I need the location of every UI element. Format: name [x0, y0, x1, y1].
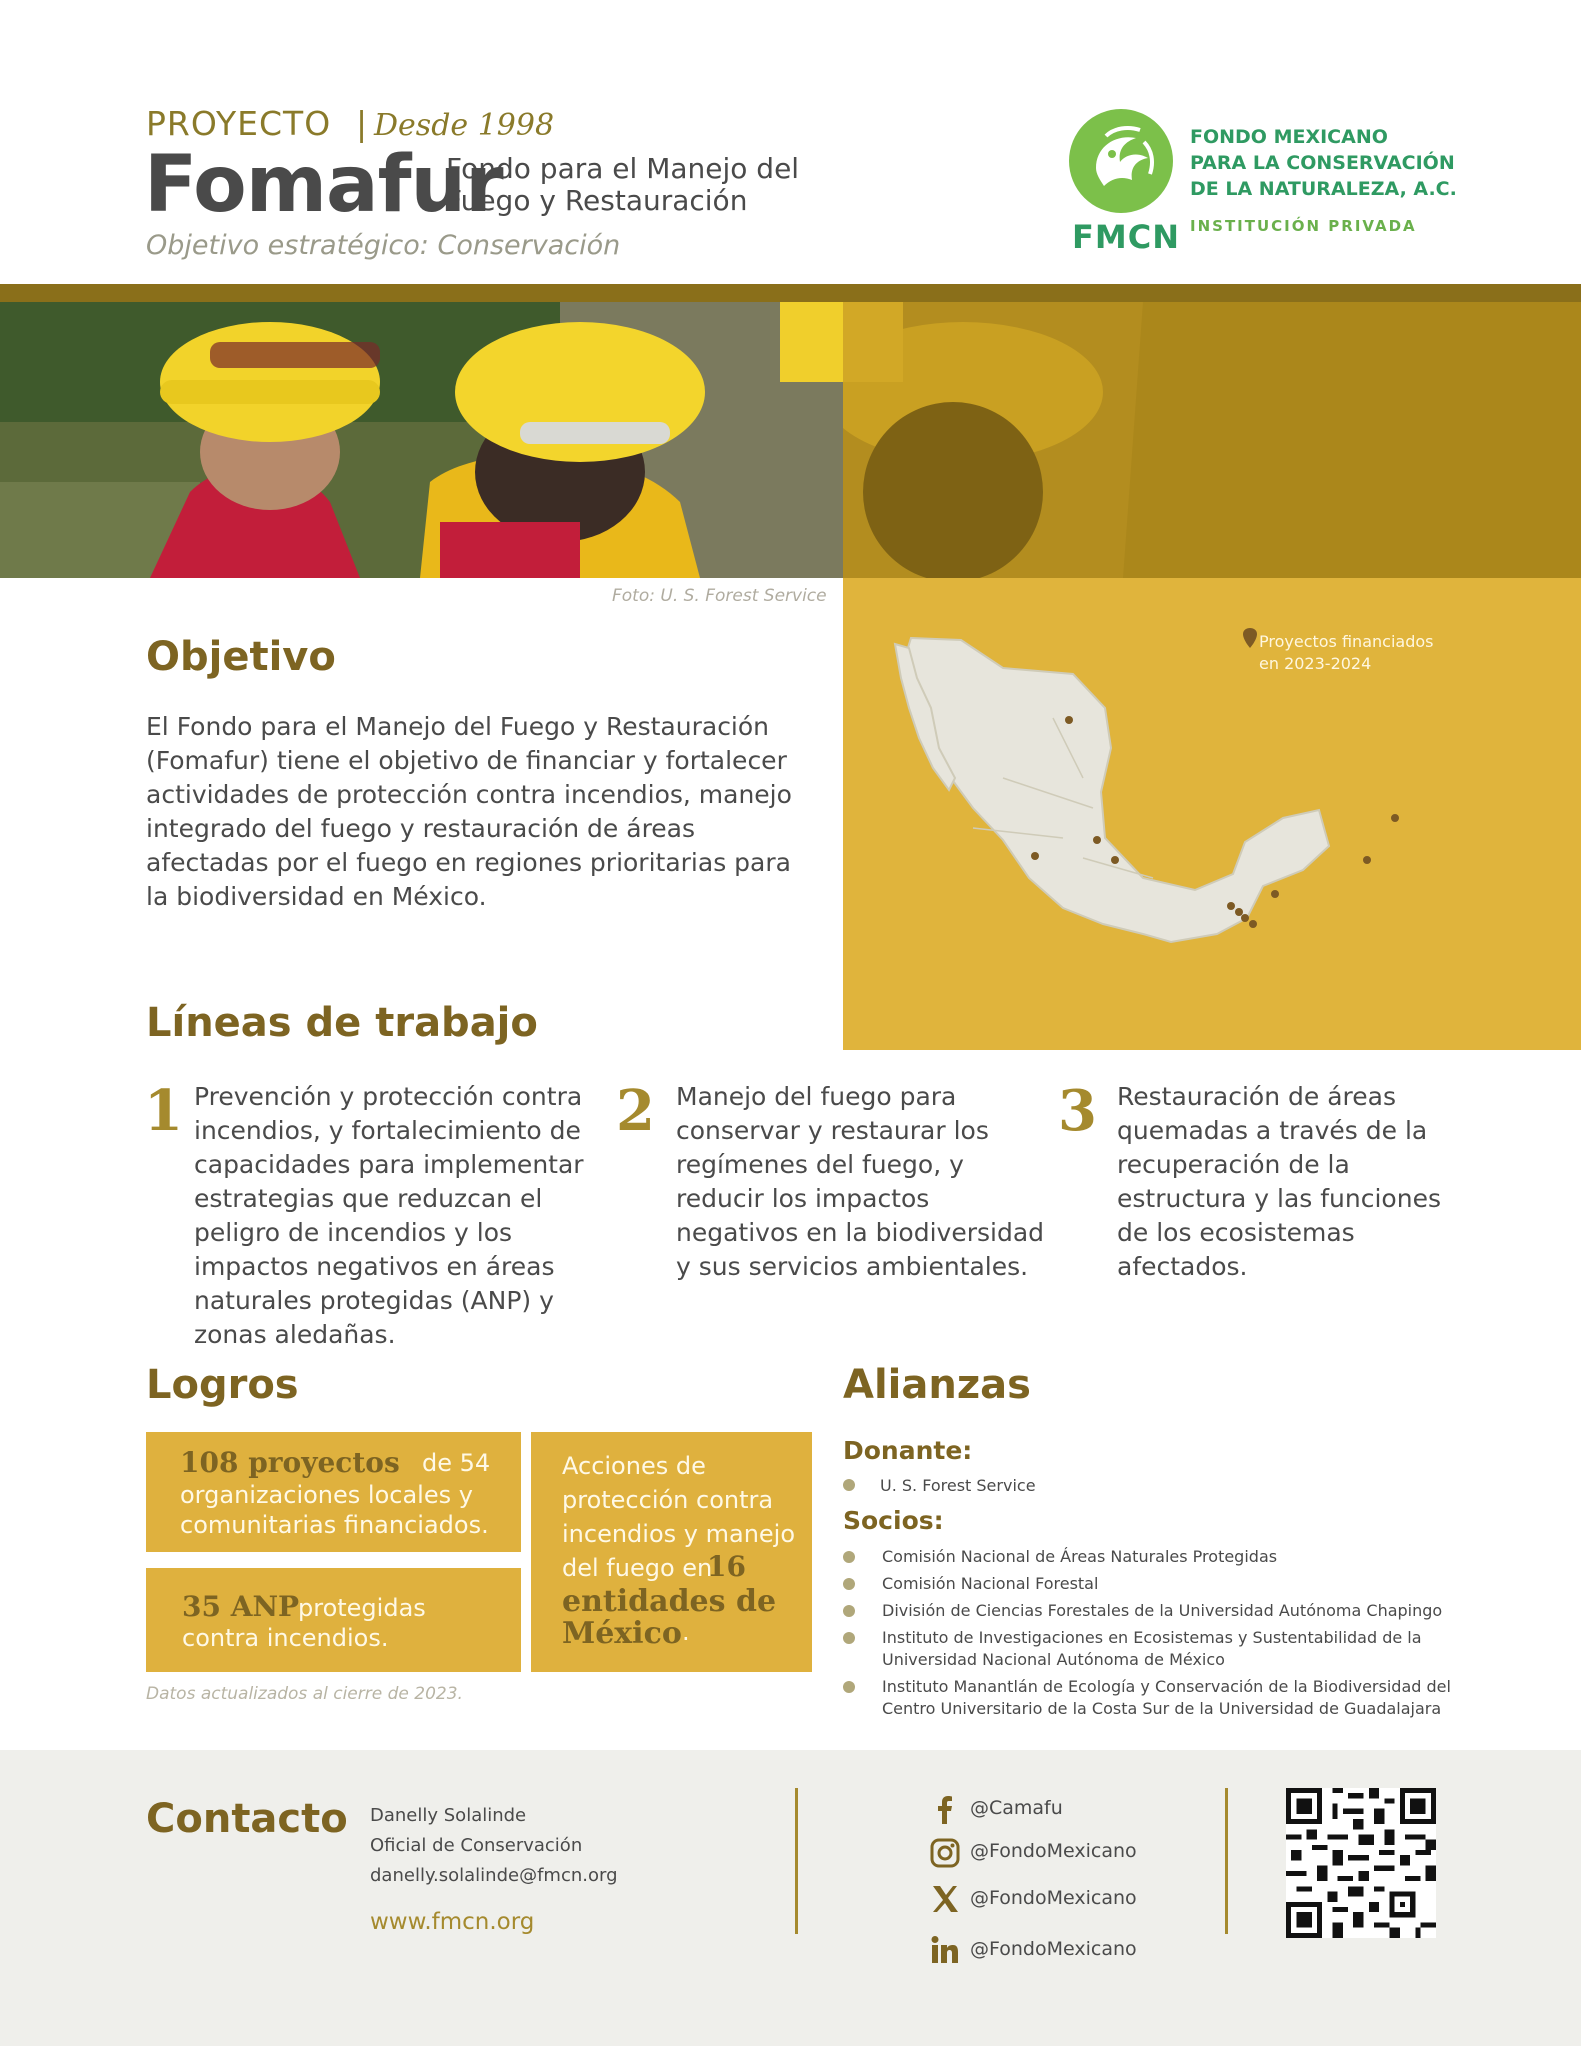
qr-code[interactable] [1286, 1788, 1436, 1938]
project-marker [1391, 814, 1399, 822]
logro-entidades-text-b: protección contra [562, 1486, 774, 1514]
mexico-mainland [903, 638, 1329, 942]
linea-text-1: Prevención y protección contra incendios, y fortalecimiento de capacidades para implementar estrategias que reduzcan el peligro de incendios y los impactos negativos en áreas naturales protegidas (ANP) y zonas aledañas. [194, 1082, 584, 1349]
logro-entidades-text-d: del fuego en [562, 1554, 713, 1582]
linea-text-3: Restauración de áreas quemadas a través de la recuperación de la estructura y las funciones de los ecosistemas afectados. [1117, 1082, 1441, 1281]
socio-item: Instituto Manantlán de Ecología y Conservación de la Biodiversidad del [882, 1677, 1451, 1696]
bullet-icon [843, 1578, 855, 1590]
project-marker [1111, 856, 1119, 864]
firefighters-photo [0, 302, 843, 578]
logros-note: Datos actualizados al cierre de 2023. [146, 1684, 463, 1704]
map-legend-line1: Proyectos financiados [1259, 632, 1434, 651]
linea-number-2: 2 [616, 1078, 655, 1144]
socios-title: Socios: [843, 1506, 944, 1535]
page-subtitle-line1: Fondo para el Manejo del [446, 152, 800, 185]
bullet-icon [843, 1681, 855, 1693]
bullet-icon [843, 1479, 855, 1491]
logro-proyectos-text-b: organizaciones locales y [180, 1481, 473, 1509]
socio-item-cont: Centro Universitario de la Costa Sur de la Universidad de Guadalajara [882, 1699, 1442, 1718]
linea-number-3: 3 [1058, 1078, 1097, 1144]
footer-divider [795, 1788, 798, 1934]
page-title: Fomafur [144, 140, 503, 230]
socio-item: Comisión Nacional Forestal [882, 1574, 1099, 1593]
socio-item: División de Ciencias Forestales de la Universidad Autónoma Chapingo [882, 1601, 1443, 1620]
x-handle[interactable]: @FondoMexicano [970, 1887, 1137, 1909]
logro-proyectos-text-c: comunitarias financiados. [180, 1511, 489, 1539]
logo-acronym: FMCN [1072, 218, 1180, 256]
logro-entidades-bold-a: entidades de [562, 1584, 777, 1619]
instagram-handle[interactable]: @FondoMexicano [970, 1840, 1137, 1862]
logros-title: Logros [146, 1362, 299, 1408]
header-proyecto: PROYECTO [146, 104, 332, 143]
linkedin-handle[interactable]: @FondoMexicano [970, 1938, 1137, 1960]
legend-marker-icon [1243, 628, 1257, 648]
header-desde: Desde 1998 [374, 108, 555, 143]
linkedin-icon[interactable] [930, 1935, 960, 1965]
logro-entidades-text-a: Acciones de [562, 1452, 706, 1480]
objetivo-title: Objetivo [146, 634, 336, 680]
logro-proyectos-bold: 108 proyectos [180, 1446, 400, 1479]
contact-name: Danelly Solalinde [370, 1805, 527, 1826]
logro-entidades-bold-number: 16 [707, 1550, 746, 1583]
logo-name-line2: PARA LA CONSERVACIÓN [1190, 152, 1455, 174]
contact-role: Oficial de Conservación [370, 1835, 583, 1856]
project-marker [1065, 716, 1073, 724]
bullet-icon [843, 1605, 855, 1617]
logo-name-line1: FONDO MEXICANO [1190, 126, 1388, 148]
project-marker [1227, 902, 1235, 910]
logro-anp-text-a: protegidas [298, 1594, 426, 1622]
bullet-icon [843, 1632, 855, 1644]
header-separator: | [356, 104, 368, 143]
map-panel [843, 578, 1581, 1050]
website-link[interactable]: www.fmcn.org [370, 1909, 535, 1935]
map-legend-line2: en 2023-2024 [1259, 654, 1372, 673]
linea-text-2: Manejo del fuego para conservar y restaurar los regímenes del fuego, y reducir los impactos negativos en la biodiversidad y sus servicios ambientales. [676, 1082, 1045, 1281]
x-icon[interactable] [930, 1884, 960, 1914]
logo-institution: INSTITUCIÓN PRIVADA [1190, 217, 1417, 235]
facebook-handle[interactable]: @Camafu [970, 1797, 1063, 1819]
logro-anp-bold: 35 ANP [182, 1590, 300, 1623]
socio-item-cont: Universidad Nacional Autónoma de México [882, 1650, 1225, 1669]
project-marker [1093, 836, 1101, 844]
contacto-title: Contacto [146, 1796, 348, 1842]
logro-entidades-bold-b: México [562, 1616, 682, 1651]
project-marker [1241, 914, 1249, 922]
page-subtitle-line2: Fuego y Restauración [446, 184, 748, 217]
linea-number-1: 1 [144, 1078, 183, 1144]
project-marker [1031, 852, 1039, 860]
footer-divider [1225, 1788, 1228, 1934]
logro-entidades-period: . [682, 1618, 690, 1646]
project-marker [1235, 908, 1243, 916]
contact-email-link[interactable]: danelly.solalinde@fmcn.org [370, 1865, 618, 1886]
logro-anp-text-b: contra incendios. [182, 1624, 389, 1652]
logro-proyectos-text-a: de 54 [422, 1449, 491, 1477]
bullet-icon [843, 1551, 855, 1563]
mexico-map [843, 578, 1581, 1050]
header-band [0, 284, 1581, 302]
instagram-icon[interactable] [930, 1838, 960, 1868]
lineas-title: Líneas de trabajo [146, 1000, 538, 1046]
photo-credit: Foto: U. S. Forest Service [612, 586, 827, 606]
project-marker [1363, 856, 1371, 864]
donante-title: Donante: [843, 1436, 973, 1465]
donante-item: U. S. Forest Service [880, 1476, 1036, 1495]
socio-item: Instituto de Investigaciones en Ecosistemas y Sustentabilidad de la [882, 1628, 1422, 1647]
strategic-objective: Objetivo estratégico: Conservación [146, 230, 621, 261]
facebook-icon[interactable] [930, 1794, 960, 1824]
socio-item: Comisión Nacional de Áreas Naturales Protegidas [882, 1547, 1278, 1566]
alianzas-title: Alianzas [843, 1362, 1031, 1408]
objetivo-text: El Fondo para el Manejo del Fuego y Restauración (Fomafur) tiene el objetivo de financiar y fortalecer actividades de protección contra incendios, manejo integrado del fuego y restauración de áreas afectadas por el fuego en regiones prioritarias para la biodiversidad en México. [146, 712, 792, 911]
logo-name-line3: DE LA NATURALEZA, A.C. [1190, 178, 1457, 200]
project-marker [1249, 920, 1257, 928]
firefighter-photo-tinted [843, 302, 1581, 578]
project-marker [1271, 890, 1279, 898]
logro-entidades-text-c: incendios y manejo [562, 1520, 796, 1548]
fmcn-logo-icon [1066, 106, 1176, 216]
